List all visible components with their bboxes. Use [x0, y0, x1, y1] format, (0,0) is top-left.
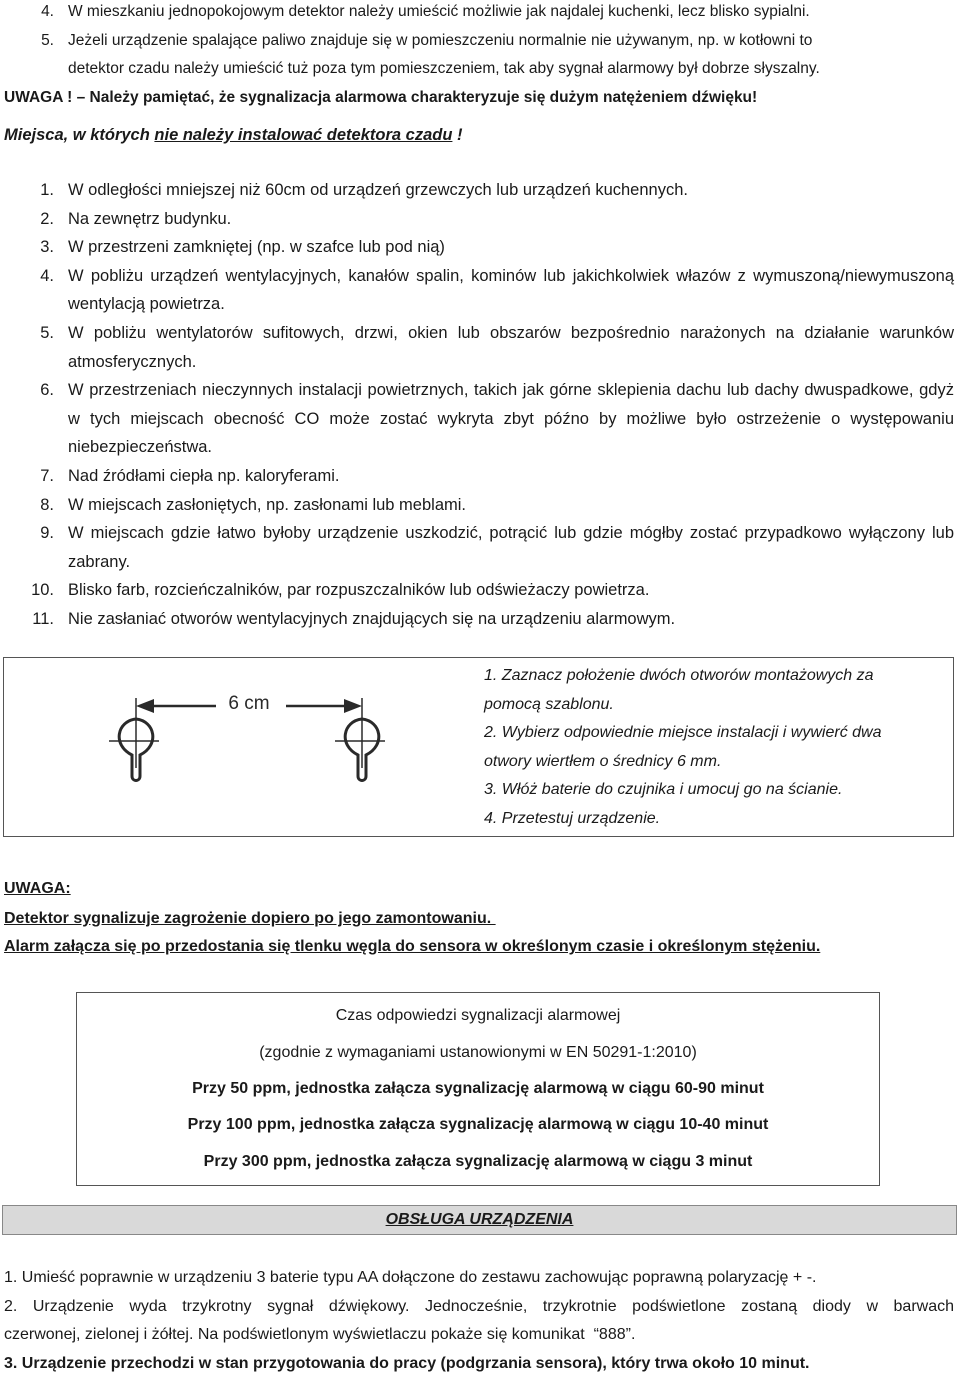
operation-step: czerwonej, zielonej i żółtej. Na podświetlonym wyświetlaczu pokaże się komunikat “888”. [4, 1321, 954, 1350]
operation-step: 2. Urządzenie wyda trzykrotny sygnał dźwiękowy. Jednocześnie, trzykrotnie podświetlone zostaną diody w barwach [4, 1293, 954, 1322]
mount-step: pomocą szablonu. [484, 691, 944, 720]
list-number: 9. [0, 519, 54, 548]
notice-title: UWAGA: [4, 880, 71, 898]
list-text: detektor czadu należy umieścić tuż poza tym pomieszczeniem, tak aby sygnał alarmowy był dobrze słyszalny. [68, 55, 958, 84]
mount-step: 3. Włóż baterie do czujnika i umocuj go na ścianie. [484, 776, 944, 805]
response-row: Przy 300 ppm, jednostka załącza sygnalizację alarmową w ciągu 3 minut [77, 1153, 879, 1171]
response-row: Przy 50 ppm, jednostka załącza sygnalizację alarmową w ciągu 60-90 minut [77, 1080, 879, 1098]
arrow-left-icon [136, 699, 154, 713]
list-item [0, 205, 954, 234]
mount-step: 4. Przetestuj urządzenie. [484, 805, 944, 834]
heading-underlined: nie należy instalować detektora czadu [154, 126, 452, 144]
notice-line: Detektor sygnalizuje zagrożenie dopiero po jego zamontowaniu. [4, 910, 496, 928]
list-number: 8. [0, 491, 54, 520]
list-number: 5. [0, 27, 54, 56]
list-text: W miejscach gdzie łatwo byłoby urządzenie uszkodzić, potrącić lub gdzie mógłby zostać przypadkowo wyłączony lub zabrany. [68, 524, 954, 571]
mount-step: otwory wiertłem o średnicy 6 mm. [484, 748, 944, 777]
list-item [0, 319, 954, 376]
list-item [0, 519, 954, 576]
list-item [0, 27, 958, 84]
operation-title: OBSŁUGA URZĄDZENIA [386, 1211, 574, 1228]
list-item [0, 576, 954, 605]
operation-step: 1. Umieść poprawnie w urządzeniu 3 baterie typu AA dołączone do zestawu zachowując poprawną polaryzację + -. [4, 1264, 954, 1293]
no-install-list [0, 176, 954, 634]
list-text: W mieszkaniu jednopokojowym detektor należy umieścić możliwie jak najdalej kuchenki, lecz blisko sypialni. [68, 3, 810, 20]
heading-suffix: ! [452, 126, 462, 144]
no-install-heading [0, 122, 958, 148]
list-item [0, 176, 954, 205]
list-number: 11. [0, 605, 54, 634]
response-row: Przy 100 ppm, jednostka załącza sygnalizację alarmową w ciągu 10-40 minut [77, 1116, 879, 1134]
list-number: 7. [0, 462, 54, 491]
operation-section-header [2, 1205, 957, 1235]
list-text: W pobliżu wentylatorów sufitowych, drzwi, okien lub obszarów bezpośrednio narażonych na działanie warunków atmosferycznych. [68, 324, 954, 371]
mount-step: 1. Zaznacz położenie dwóch otworów montażowych za [484, 662, 944, 691]
list-item [0, 605, 954, 634]
list-text: Na zewnętrz budynku. [68, 210, 231, 228]
list-text: Jeżeli urządzenie spalające paliwo znajduje się w pomieszczeniu normalnie nie używanym, np. w kotłowni to [68, 27, 958, 56]
list-number: 5. [0, 319, 54, 348]
response-title: Czas odpowiedzi sygnalizacji alarmowej [77, 1007, 879, 1025]
warning-prefix: UWAGA ! [4, 89, 72, 106]
list-text: Nie zasłaniać otworów wentylacyjnych znajdujących się na urządzeniu alarmowym. [68, 610, 675, 628]
list-number: 2. [0, 205, 54, 234]
list-item [0, 262, 954, 319]
list-number: 4. [0, 262, 54, 291]
list-item [0, 0, 958, 27]
placement-list-continued [0, 0, 958, 148]
list-number: 6. [0, 376, 54, 405]
list-text: Nad źródłami ciepła np. kaloryferami. [68, 467, 339, 485]
list-item [0, 462, 954, 491]
list-text: W odległości mniejszej niż 60cm od urządzeń grzewczych lub urządzeń kuchennych. [68, 181, 688, 199]
response-time-box [76, 992, 880, 1186]
distance-label: 6 cm [228, 693, 269, 714]
list-number: 10. [0, 576, 54, 605]
operation-step: 3. Urządzenie przechodzi w stan przygotowania do pracy (podgrzania sensora), który trwa około 10 minut. [4, 1350, 954, 1378]
list-item [0, 376, 954, 462]
heading-text: Miejsca, w których [4, 126, 154, 144]
list-number: 1. [0, 176, 54, 205]
list-number: 4. [0, 0, 54, 27]
list-number: 3. [0, 233, 54, 262]
loudness-warning [0, 84, 958, 112]
operation-steps [4, 1264, 954, 1378]
list-text: W przestrzeniach nieczynnych instalacji powietrznych, takich jak górne sklepienia dachu lub dachy dwuspadkowe, gdyż w tych miejscach obecność CO może zostać wykryta zbyt późno by możliwe było ostrzeżenie o występowaniu niebezpieczeństwa. [68, 381, 954, 456]
list-item [0, 233, 954, 262]
mounting-template-diagram [84, 658, 504, 833]
mount-step: 2. Wybierz odpowiednie miejsce instalacji i wywierć dwa [484, 719, 944, 748]
list-text: W przestrzeni zamkniętej (np. w szafce lub pod nią) [68, 238, 445, 256]
warning-text: – Należy pamiętać, że sygnalizacja alarmowa charakteryzuje się dużym natężeniem dźwięku! [72, 89, 757, 106]
mounting-steps [484, 662, 944, 834]
arrow-right-icon [344, 699, 362, 713]
list-text: W miejscach zasłoniętych, np. zasłonami lub meblami. [68, 496, 466, 514]
response-norm: (zgodnie z wymaganiami ustanowionymi w EN 50291-1:2010) [77, 1044, 879, 1062]
list-text: Blisko farb, rozcieńczalników, par rozpuszczalników lub odświeżaczy powietrza. [68, 581, 649, 599]
notice-line: Alarm załącza się po przedostania się tlenku węgla do sensora w określonym czasie i określonym stężeniu. [4, 938, 820, 956]
list-text: W pobliżu urządzeń wentylacyjnych, kanałów spalin, kominów lub jakichkolwiek włazów z wymuszoną/niewymuszoną wentylacją powietrza. [68, 267, 954, 314]
list-item [0, 491, 954, 520]
